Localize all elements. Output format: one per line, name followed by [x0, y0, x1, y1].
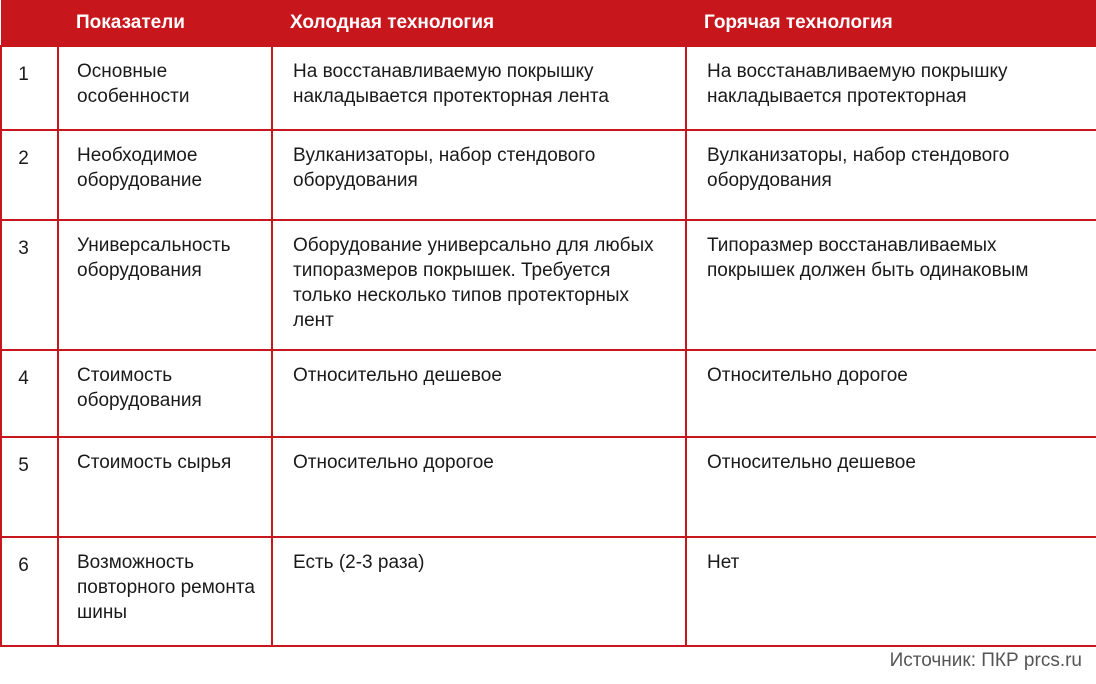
row-hot: Нет [686, 537, 1096, 646]
row-cold: Относительно дешевое [272, 350, 686, 437]
row-number: 2 [1, 130, 58, 220]
row-number: 5 [1, 437, 58, 537]
row-indicator: Стоимость сырья [58, 437, 272, 537]
row-cold: Оборудование универсально для любых типоразмеров покрышек. Требуется только несколько типов протекторных лент [272, 220, 686, 350]
row-indicator: Необходимое оборудование [58, 130, 272, 220]
table-row [1, 437, 1096, 537]
row-hot: Относительно дорогое [686, 350, 1096, 437]
header-num [1, 0, 58, 46]
row-hot: Вулканизаторы, набор стендового оборудования [686, 130, 1096, 220]
row-cold: Есть (2-3 раза) [272, 537, 686, 646]
row-indicator: Возможность повторного ремонта шины [58, 537, 272, 646]
row-hot: Относительно дешевое [686, 437, 1096, 537]
header-hot: Горячая технология [686, 0, 1096, 46]
row-hot: Типоразмер восстанавливаемых покрышек должен быть одинаковым [686, 220, 1096, 350]
row-number: 4 [1, 350, 58, 437]
table-row [1, 130, 1096, 220]
header-indicators: Показатели [58, 0, 272, 46]
row-cold: На восстанавливаемую покрышку накладывается протекторная лента [272, 46, 686, 130]
table-row [1, 350, 1096, 437]
table-row [1, 46, 1096, 130]
row-indicator: Универсальность оборудования [58, 220, 272, 350]
header-cold: Холодная технология [272, 0, 686, 46]
row-hot: На восстанавливаемую покрышку накладывается протекторная [686, 46, 1096, 130]
table-row [1, 220, 1096, 350]
row-number: 1 [1, 46, 58, 130]
row-cold: Вулканизаторы, набор стендового оборудования [272, 130, 686, 220]
source-caption: Источник: ПКР prcs.ru [889, 650, 1082, 671]
row-cold: Относительно дорогое [272, 437, 686, 537]
row-number: 3 [1, 220, 58, 350]
table-row [1, 537, 1096, 646]
row-number: 6 [1, 537, 58, 646]
header-row [1, 0, 1096, 46]
row-indicator: Основные особенности [58, 46, 272, 130]
row-indicator: Стоимость оборудования [58, 350, 272, 437]
